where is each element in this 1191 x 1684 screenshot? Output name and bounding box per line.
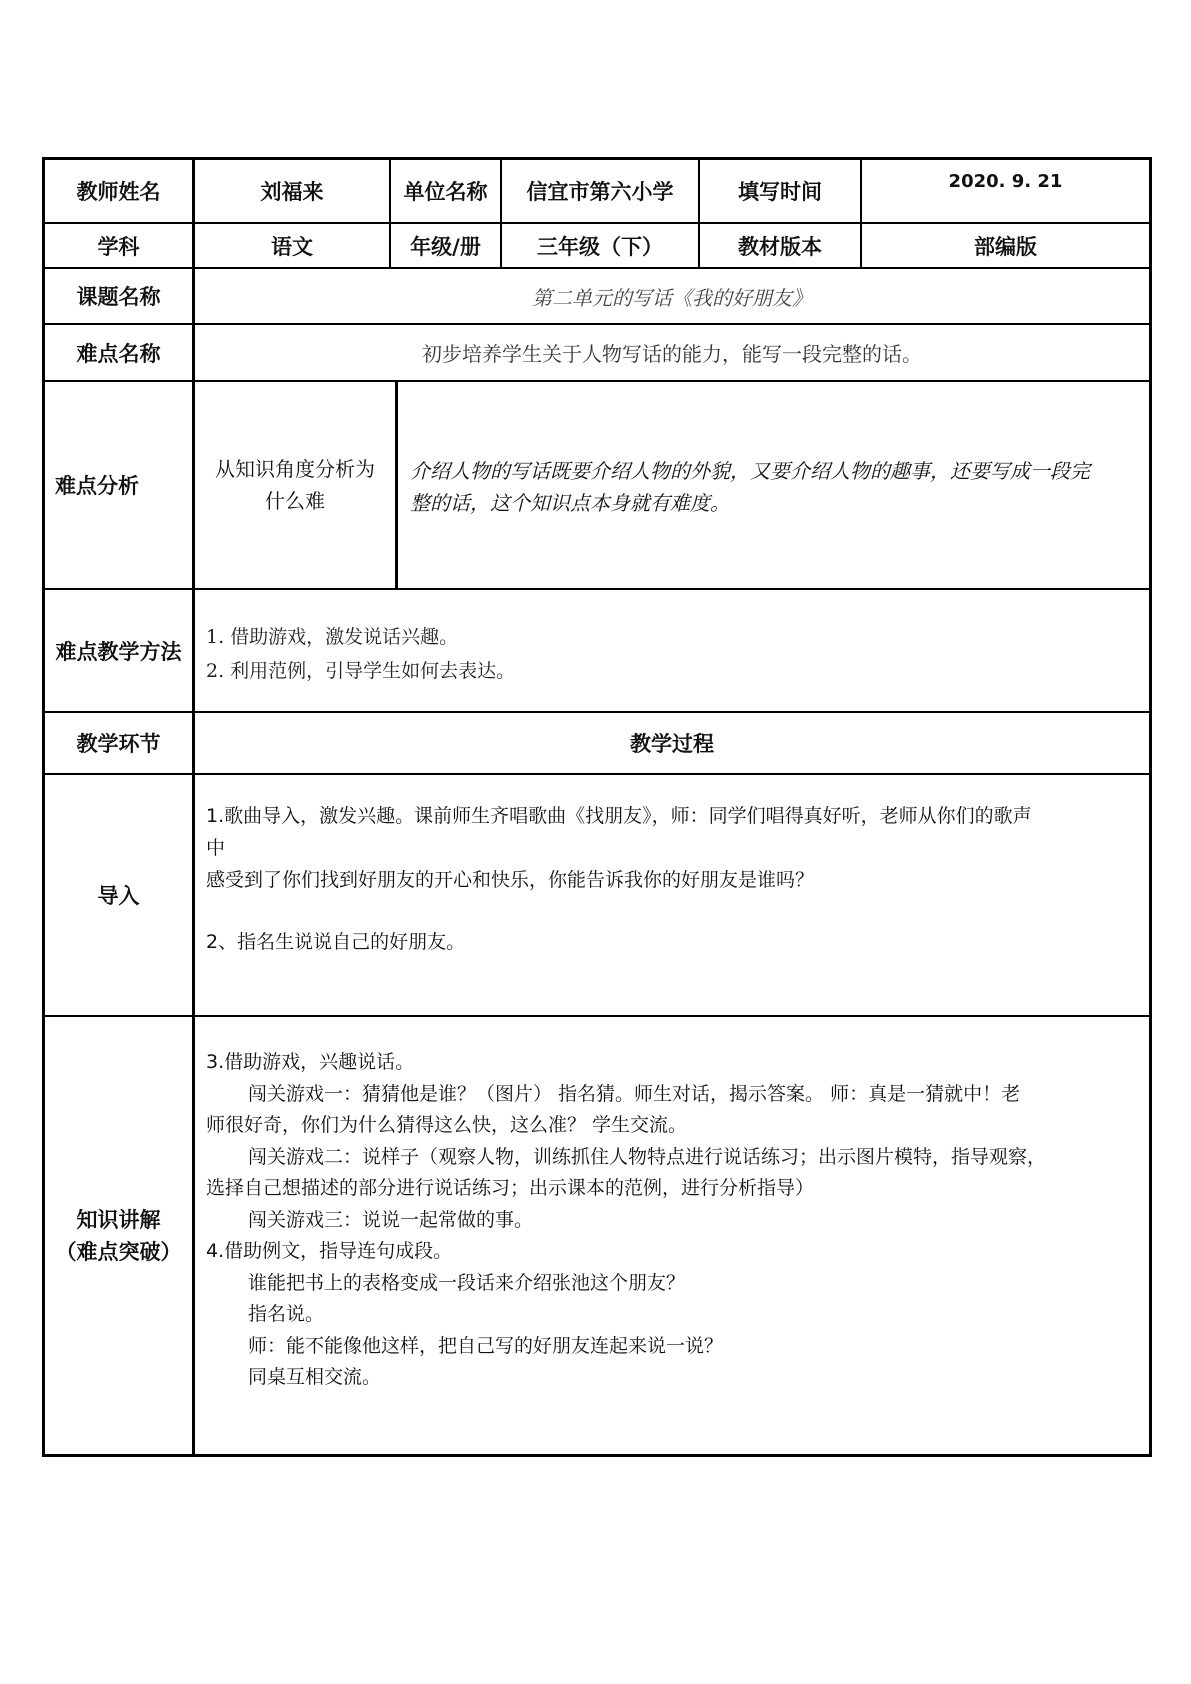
- grade-label: 年级/册: [410, 234, 481, 259]
- knowledge-line-9: 指名说。: [248, 1303, 325, 1325]
- analysis-sub-label: [195, 382, 395, 588]
- unit-name-value: 信宜市第六小学: [526, 180, 674, 204]
- knowledge-label-line-1: 知识讲解: [76, 1207, 161, 1232]
- grade-value: 三年级（下）: [537, 234, 663, 259]
- analysis-text-line-1: 介绍人物的写话既要介绍人物的外貌，又要介绍人物的趣事，还要写成一段完: [410, 459, 1090, 483]
- difficulty-value: 初步培养学生关于人物写话的能力，能写一段完整的话。: [422, 342, 922, 366]
- fill-time-value: 2020. 9. 21: [948, 171, 1063, 192]
- process-label: 教学过程: [630, 732, 714, 756]
- difficulty-label: 难点名称: [76, 341, 161, 366]
- knowledge-line-8: 谁能把书上的表格变成一段话来介绍张池这个朋友？: [248, 1271, 686, 1294]
- analysis-text-line-2: 整的话，这个知识点本身就有难度。: [410, 491, 730, 515]
- topic-value: 第二单元的写话《我的好朋友》: [532, 285, 812, 310]
- intro-text: [206, 800, 1141, 958]
- row-line-bottom: [42, 1454, 1152, 1457]
- intro-label: 导入: [97, 884, 140, 908]
- subject-label: 学科: [97, 234, 140, 259]
- methods-item-1: 1. 借助游戏，激发说话兴趣。: [206, 626, 459, 648]
- methods-label: 难点教学方法: [55, 639, 182, 664]
- intro-line-2: 中: [206, 837, 226, 859]
- knowledge-line-2: 闯关游戏一：猜猜他是谁？（图片） 指名猜。师生对话，揭示答案。 师：真是一猜就中！老: [248, 1082, 1021, 1105]
- knowledge-line-6: 闯关游戏三：说说一起常做的事。: [248, 1208, 534, 1231]
- knowledge-line-7: 4.借助例文，指导连句成段。: [206, 1240, 453, 1262]
- knowledge-label-line-2: （难点突破）: [55, 1239, 182, 1264]
- knowledge-line-3: 师很好奇，你们为什么猜得这么快，这么准？ 学生交流。: [206, 1114, 688, 1136]
- analysis-sub-label-line-2: 什么难: [265, 489, 325, 513]
- col-line-right: [1149, 157, 1152, 1457]
- row-line-5: [42, 588, 1152, 590]
- knowledge-line-5: 选择自己想描述的部分进行说话练习；出示课本的范例，进行分析指导）: [206, 1177, 815, 1199]
- knowledge-line-1: 3.借助游戏，兴趣说话。: [206, 1051, 415, 1073]
- subject-value: 语文: [271, 234, 313, 259]
- methods-list: [206, 620, 1136, 688]
- fill-time-label: 填写时间: [738, 180, 822, 204]
- analysis-label: 难点分析: [55, 474, 139, 498]
- knowledge-line-4: 闯关游戏二：说样子（观察人物，训练抓住人物特点进行说话练习；出示图片模特，指导观察，: [248, 1145, 1047, 1168]
- knowledge-line-11: 同桌互相交流。: [248, 1366, 382, 1388]
- row-line-7: [42, 773, 1152, 775]
- knowledge-text: [206, 1047, 1141, 1394]
- teacher-name-value: 刘福来: [260, 180, 324, 204]
- stage-label: 教学环节: [76, 732, 161, 756]
- intro-line-3: 感受到了你们找到好朋友的开心和快乐，你能告诉我你的好朋友是谁吗？: [206, 869, 815, 891]
- intro-line-1: 1.歌曲导入，激发兴趣。课前师生齐唱歌曲《找朋友》，师：同学们唱得真好听，老师从你们的歌声: [206, 805, 1032, 827]
- unit-name-label: 单位名称: [403, 180, 488, 204]
- knowledge-label: [45, 1017, 192, 1454]
- knowledge-line-10: 师：能不能像他这样，把自己写的好朋友连起来说一说？: [248, 1334, 724, 1357]
- teacher-name-label: 教师姓名: [76, 180, 161, 204]
- row-line-8: [42, 1015, 1152, 1017]
- edition-value: 部编版: [974, 234, 1037, 259]
- edition-label: 教材版本: [738, 234, 822, 259]
- topic-label: 课题名称: [76, 285, 161, 309]
- col-line-analysis: [395, 380, 398, 590]
- intro-line-4: 2、指名生说说自己的好朋友。: [206, 931, 466, 953]
- analysis-sub-label-line-1: 从知识角度分析为: [215, 457, 375, 481]
- analysis-text: [410, 455, 1145, 519]
- methods-item-2: 2. 利用范例，引导学生如何去表达。: [206, 660, 516, 682]
